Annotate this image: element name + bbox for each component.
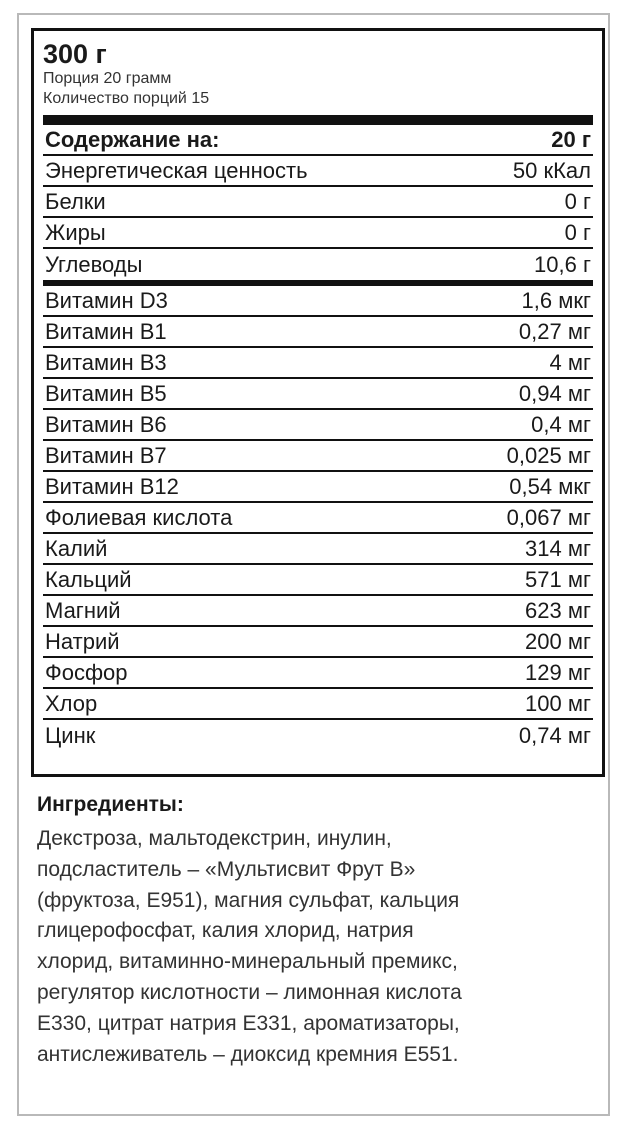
nutrient-row xyxy=(43,441,593,472)
nutrient-value: 0 г xyxy=(564,189,591,214)
ingredients-text xyxy=(37,824,597,1070)
nutrient-row xyxy=(43,596,593,627)
nutrient-value: 571 мг xyxy=(525,567,591,592)
nutrient-row xyxy=(43,534,593,565)
ingredients-line: Декстроза, мальтодекстрин, инулин, xyxy=(37,827,392,850)
per-serving-amount: 20 г xyxy=(551,127,591,152)
nutrient-name: Витамин В12 xyxy=(45,474,179,499)
ingredients-line: антислеживатель – диоксид кремния Е551. xyxy=(37,1042,459,1066)
nutrient-value: 0 г xyxy=(564,220,591,245)
package-weight: 300 г xyxy=(43,39,107,69)
nutrient-value: 623 мг xyxy=(525,598,591,623)
nutrient-row xyxy=(43,286,593,317)
nutrient-row xyxy=(43,156,593,187)
nutrient-name: Калий xyxy=(45,536,108,561)
nutrient-value: 0,74 мг xyxy=(518,723,591,748)
nutrient-row xyxy=(43,658,593,689)
nutrient-name: Витамин В7 xyxy=(45,443,167,468)
nutrient-name: Жиры xyxy=(45,220,106,245)
nutrient-name: Натрий xyxy=(45,629,120,654)
nutrient-row xyxy=(43,348,593,379)
nutrient-name: Магний xyxy=(45,598,121,623)
nutrient-name: Витамин В6 xyxy=(45,412,167,437)
nutrient-row xyxy=(43,379,593,410)
nutrient-value: 1,6 мкг xyxy=(521,288,591,313)
nutrient-name: Углеводы xyxy=(45,252,143,277)
divider-thick xyxy=(43,115,593,125)
nutrient-name: Фолиевая кислота xyxy=(45,505,233,530)
nutrient-row xyxy=(43,249,593,280)
ingredients-line: регулятор кислотности – лимонная кислота xyxy=(37,980,462,1004)
nutrient-row xyxy=(43,627,593,658)
ingredients-line: (фруктоза, Е951), магния сульфат, кальция xyxy=(37,888,460,912)
nutrient-name: Белки xyxy=(45,189,106,214)
nutrient-name: Цинк xyxy=(45,723,96,748)
nutrient-value: 0,94 мг xyxy=(518,381,591,406)
nutrient-value: 0,4 мг xyxy=(531,412,591,437)
ingredients-line: хлорид, витаминно-минеральный премикс, xyxy=(37,950,458,974)
nutrient-name: Витамин В5 xyxy=(45,381,167,406)
ingredients-title: Ингредиенты: xyxy=(37,793,184,816)
per-serving-header xyxy=(43,125,593,156)
nutrient-value: 50 кКал xyxy=(512,158,591,183)
nutrient-row xyxy=(43,218,593,249)
nutrient-value: 10,6 г xyxy=(534,252,591,277)
nutrition-facts-panel xyxy=(31,28,605,777)
nutrient-row xyxy=(43,410,593,441)
per-serving-label: Содержание на: xyxy=(45,127,220,152)
nutrient-name: Хлор xyxy=(45,691,98,716)
nutrient-value: 200 мг xyxy=(525,629,591,654)
nutrient-row xyxy=(43,317,593,348)
micros-list xyxy=(43,286,593,751)
servings-count: Количество порций 15 xyxy=(43,90,210,107)
nutrient-name: Энергетическая ценность xyxy=(45,158,308,183)
nutrient-row xyxy=(43,689,593,720)
ingredients-section xyxy=(37,790,597,1070)
nutrient-value: 0,54 мкг xyxy=(509,474,591,499)
ingredients-line: подсластитель – «Мультисвит Фрут В» xyxy=(37,857,416,881)
nutrient-value: 0,067 мг xyxy=(506,505,591,530)
nutrient-row xyxy=(43,565,593,596)
nutrient-name: Кальций xyxy=(45,567,132,592)
nutrient-row xyxy=(43,187,593,218)
nutrient-row xyxy=(43,503,593,534)
macros-list xyxy=(43,156,593,280)
nutrient-name: Витамин D3 xyxy=(45,288,168,313)
nutrient-value: 129 мг xyxy=(525,660,591,685)
nutrient-row xyxy=(43,720,593,751)
nutrient-value: 314 мг xyxy=(525,536,591,561)
nutrient-value: 0,025 мг xyxy=(506,443,591,468)
ingredients-line: глицерофосфат, калия хлорид, натрия xyxy=(37,919,414,943)
nutrient-name: Фосфор xyxy=(45,660,128,685)
nutrient-name: Витамин В1 xyxy=(45,319,167,344)
serving-size: Порция 20 грамм xyxy=(43,70,172,87)
nutrient-row xyxy=(43,472,593,503)
nutrient-name: Витамин В3 xyxy=(45,350,167,375)
nutrient-value: 4 мг xyxy=(549,350,591,375)
nutrient-value: 100 мг xyxy=(525,691,591,716)
nutrient-value: 0,27 мг xyxy=(518,319,591,344)
ingredients-line: Е330, цитрат натрия Е331, ароматизаторы, xyxy=(37,1011,460,1035)
